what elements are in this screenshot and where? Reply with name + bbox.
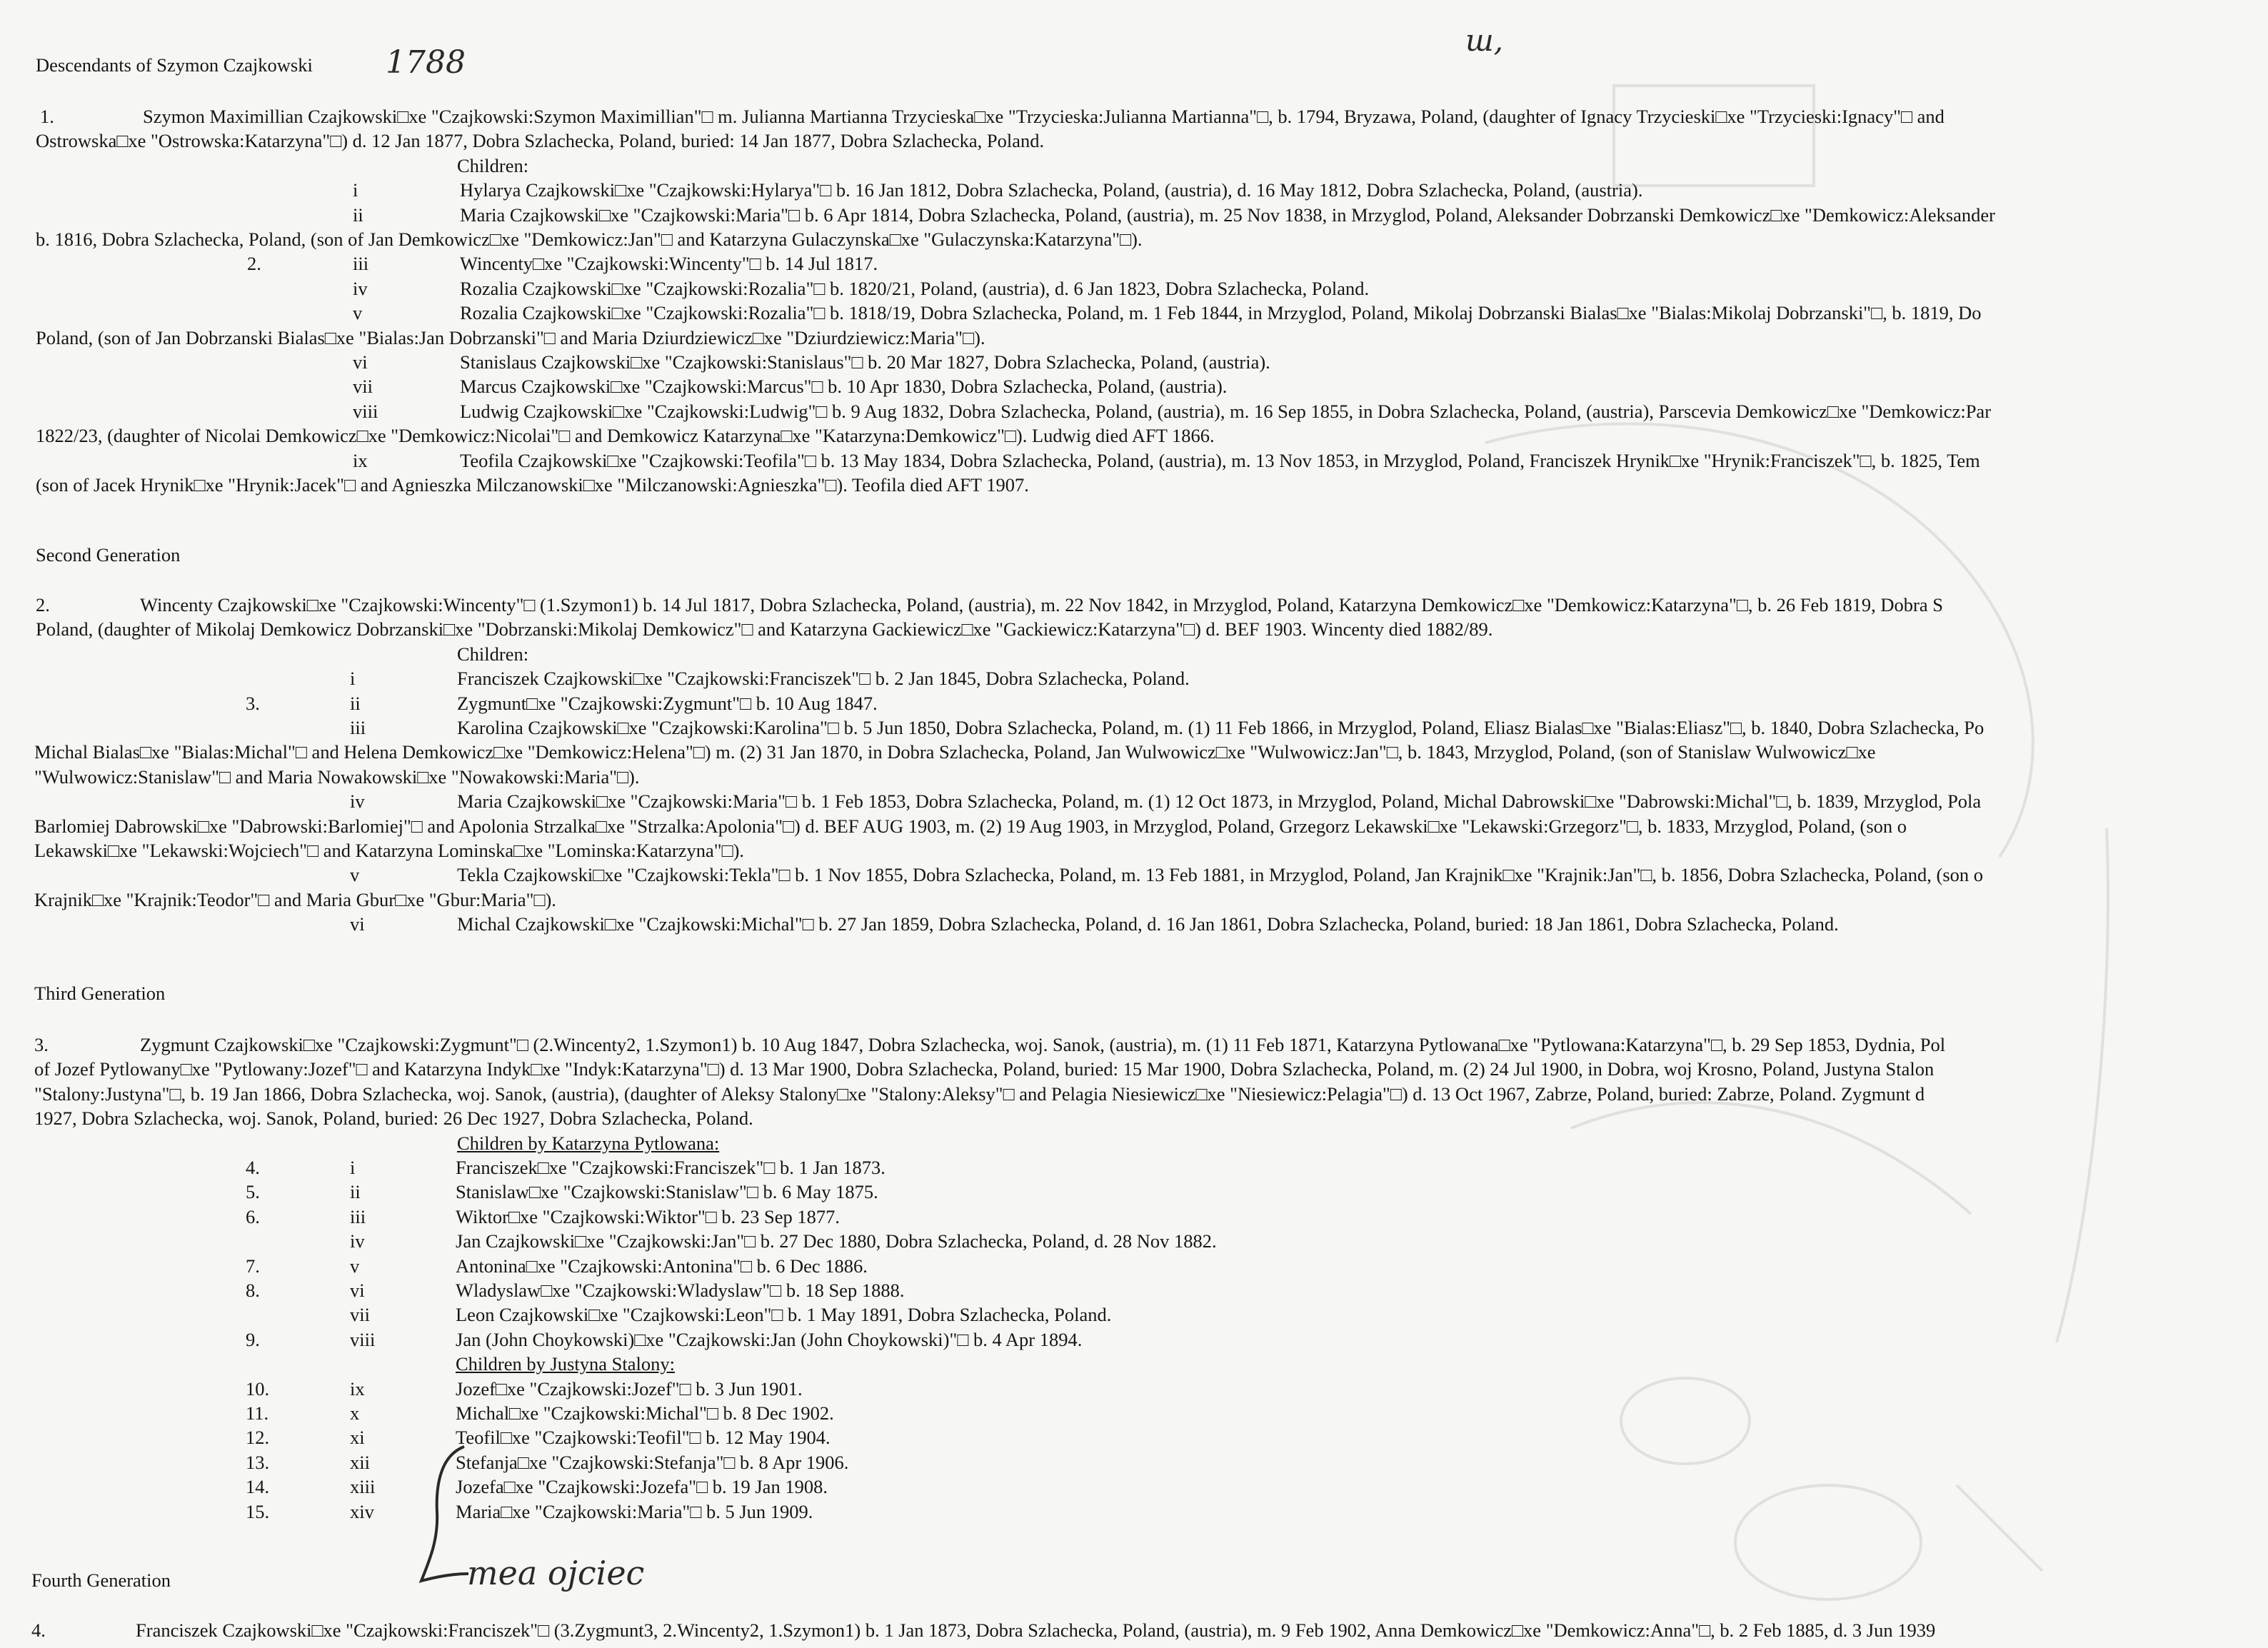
child-roman-numeral: v xyxy=(350,864,360,886)
child-entry: Zygmunt□xe "Czajkowski:Zygmunt"□ b. 10 Aug 1847. xyxy=(457,692,878,714)
children-label: Children: xyxy=(457,643,529,665)
generation-3-head-line-2: of Jozef Pytlowany□xe "Pytlowany:Jozef"□ and Katarzyna Indyk□xe "Indyk:Katarzyna"□) d. 13 Mar 1900, Dobra Szlachecka, Poland, buried: 15 Mar 1900, Dobra Szlachecka, Poland, m. (2) 24 Jul 1900, in Dobra, woj Krosno, Poland, Justyna Stalon xyxy=(34,1058,1935,1080)
child-entry: Hylarya Czajkowski□xe "Czajkowski:Hylarya"□ b. 16 Jan 1812, Dobra Szlachecka, Poland, (austria), d. 16 May 1812, Dobra Szlachecka, Poland, (austria). xyxy=(460,179,1643,201)
child-entry-number: 15. xyxy=(246,1500,270,1522)
generation-3-number: 3. xyxy=(34,1034,49,1055)
child-entry: Stefanja□xe "Czajkowski:Stefanja"□ b. 8 Apr 1906. xyxy=(456,1451,849,1473)
child-roman-numeral: xii xyxy=(350,1451,370,1473)
children-label: Children: xyxy=(457,154,529,176)
child-roman-numeral: iv xyxy=(350,1230,365,1252)
child-entry-number: 11. xyxy=(246,1402,269,1424)
child-roman-numeral: vi xyxy=(353,351,368,373)
child-entry: Wincenty□xe "Czajkowski:Wincenty"□ b. 14 Jul 1817. xyxy=(460,253,878,275)
children-group-label: Children by Katarzyna Pytlowana: xyxy=(457,1132,720,1154)
child-roman-numeral: vi xyxy=(350,1280,365,1301)
child-entry: Franciszek Czajkowski□xe "Czajkowski:Franciszek"□ b. 2 Jan 1845, Dobra Szlachecka, Poland. xyxy=(457,668,1190,690)
child-entry-continuation: "Wulwowicz:Stanislaw"□ and Maria Nowakowski□xe "Nowakowski:Maria"□). xyxy=(34,765,640,788)
child-entry-continuation: Michal Bialas□xe "Bialas:Michal"□ and Helena Demkowicz□xe "Demkowicz:Helena"□) m. (2) 31 Jan 1870, in Dobra Szlachecka, Poland, Jan Wulwowicz□xe "Wulwowicz:Jan"□, b. 1843, Mrzyglod, Poland, (son of Stanislaw Wulwowicz□xe xyxy=(34,741,1876,763)
generation-3-head-line-3: "Stalony:Justyna"□, b. 19 Jan 1866, Dobra Szlachecka, woj. Sanok, (austria), (daughter of Aleksy Stalony□xe "Stalony:Aleksy"□ and Pelagia Niesiewicz□xe "Niesiewicz:Pelagia"□) d. 13 Oct 1967, Zabrze, Poland, buried: Zabrze, Poland. Zygmunt d xyxy=(34,1082,1925,1105)
child-entry: Wladyslaw□xe "Czajkowski:Wladyslaw"□ b. 18 Sep 1888. xyxy=(456,1280,905,1301)
child-roman-numeral: vi xyxy=(350,913,365,935)
child-entry-continuation: Lekawski□xe "Lekawski:Wojciech"□ and Katarzyna Lominska□xe "Lominska:Katarzyna"□). xyxy=(34,840,745,861)
generation-1-head-line-2: Ostrowska□xe "Ostrowska:Katarzyna"□) d. 12 Jan 1877, Dobra Szlachecka, Poland, buried: 14 Jan 1877, Dobra Szlachecka, Poland. xyxy=(36,130,1045,152)
child-roman-numeral: xi xyxy=(350,1427,365,1449)
child-roman-numeral: xiv xyxy=(350,1500,374,1522)
child-entry: Tekla Czajkowski□xe "Czajkowski:Tekla"□ b. 1 Nov 1855, Dobra Szlachecka, Poland, m. 13 Feb 1881, in Mrzyglod, Poland, Jan Krajnik□xe "Krajnik:Jan"□, b. 1856, Dobra Szlachecka, Poland, (son o xyxy=(457,864,1984,886)
child-entry: Leon Czajkowski□xe "Czajkowski:Leon"□ b. 1 May 1891, Dobra Szlachecka, Poland. xyxy=(456,1304,1112,1326)
child-roman-numeral: ii xyxy=(350,1181,361,1203)
child-roman-numeral: i xyxy=(350,1157,356,1178)
child-entry: Rozalia Czajkowski□xe "Czajkowski:Rozalia"□ b. 1818/19, Dobra Szlachecka, Poland, m. 1 Feb 1844, in Mrzyglod, Poland, Mikolaj Dobrzanski Bialas□xe "Bialas:Mikolaj Dobrzanski"□, b. 1819, Do xyxy=(460,302,1982,324)
child-entry-continuation: (son of Jacek Hrynik□xe "Hrynik:Jacek"□ and Agnieszka Milczanowski□xe "Milczanowski:Agnieszka"□). Teofila died AFT 1907. xyxy=(36,474,1029,496)
child-roman-numeral: viii xyxy=(350,1328,376,1350)
generation-4-number: 4. xyxy=(31,1619,46,1641)
child-entry: Stanislaus Czajkowski□xe "Czajkowski:Stanislaus"□ b. 20 Mar 1827, Dobra Szlachecka, Poland, (austria). xyxy=(460,351,1270,373)
child-entry: Ludwig Czajkowski□xe "Czajkowski:Ludwig"□ b. 9 Aug 1832, Dobra Szlachecka, Poland, (austria), m. 16 Sep 1855, in Dobra Szlachecka, Poland, (austria), Parscevia Demkowicz□xe "Demkowicz:Par xyxy=(460,400,1992,422)
child-entry: Marcus Czajkowski□xe "Czajkowski:Marcus"□ b. 10 Apr 1830, Dobra Szlachecka, Poland, (austria). xyxy=(460,376,1228,398)
second-generation-title: Second Generation xyxy=(36,544,181,566)
child-entry-number: 4. xyxy=(246,1157,260,1178)
fourth-generation-title: Fourth Generation xyxy=(31,1569,171,1591)
child-roman-numeral: v xyxy=(350,1255,360,1277)
child-roman-numeral: ii xyxy=(350,692,361,714)
generation-2-number: 2. xyxy=(36,594,50,616)
child-roman-numeral: iv xyxy=(353,277,368,299)
generation-2-head-line-2: Poland, (daughter of Mikolaj Demkowicz Dobrzanski□xe "Dobrzanski:Mikolaj Demkowicz"□ and Katarzyna Gackiewicz□xe "Gackiewicz:Katarzyna"□) d. BEF 1903. Wincenty died 1882/89. xyxy=(36,618,1493,640)
child-entry: Rozalia Czajkowski□xe "Czajkowski:Rozalia"□ b. 1820/21, Poland, (austria), d. 6 Jan 1823, Dobra Szlachecka, Poland. xyxy=(460,277,1370,299)
child-roman-numeral: ix xyxy=(353,449,368,471)
child-entry-number: 13. xyxy=(246,1451,270,1473)
third-generation-title: Third Generation xyxy=(34,983,166,1004)
child-entry: Karolina Czajkowski□xe "Czajkowski:Karolina"□ b. 5 Jun 1850, Dobra Szlachecka, Poland, m. (1) 11 Feb 1866, in Mrzyglod, Poland, Eliasz Bialas□xe "Bialas:Eliasz"□, b. 1840, Dobra Szlachecka, Po xyxy=(457,717,1985,738)
child-entry-number: 5. xyxy=(246,1181,260,1203)
child-entry-number: 8. xyxy=(246,1280,260,1301)
child-entry: Wiktor□xe "Czajkowski:Wiktor"□ b. 23 Sep 1877. xyxy=(456,1205,841,1227)
child-entry-number: 12. xyxy=(246,1427,270,1449)
generation-3-head-line-4: 1927, Dobra Szlachecka, woj. Sanok, Poland, buried: 26 Dec 1927, Dobra Szlachecka, Poland. xyxy=(34,1107,753,1130)
child-roman-numeral: iii xyxy=(350,1205,366,1227)
child-entry: Maria Czajkowski□xe "Czajkowski:Maria"□ b. 6 Apr 1814, Dobra Szlachecka, Poland, (austria), m. 25 Nov 1838, in Mrzyglod, Poland, Aleksander Dobrzanski Demkowicz□xe "Demkowicz:Aleksander xyxy=(460,204,1995,226)
child-entry-number: 14. xyxy=(246,1476,270,1498)
child-entry: Teofila Czajkowski□xe "Czajkowski:Teofila"□ b. 13 May 1834, Dobra Szlachecka, Poland, (austria), m. 13 Nov 1853, in Mrzyglod, Poland, Franciszek Hrynik□xe "Hrynik:Franciszek"□, b. 1825, Tem xyxy=(460,449,1980,471)
child-entry-number: 3. xyxy=(246,692,260,714)
child-roman-numeral: v xyxy=(353,302,363,324)
child-roman-numeral: ii xyxy=(353,204,363,226)
child-roman-numeral: vii xyxy=(353,376,373,398)
child-roman-numeral: xiii xyxy=(350,1476,376,1498)
child-entry: Jozefa□xe "Czajkowski:Jozefa"□ b. 19 Jan 1908. xyxy=(456,1476,828,1498)
child-entry-continuation: Poland, (son of Jan Dobrzanski Bialas□xe "Bialas:Jan Dobrzanski"□ and Maria Dziurdziewicz□xe "Dziurdziewicz:Maria"□). xyxy=(36,326,985,348)
child-entry-continuation: 1822/23, (daughter of Nicolai Demkowicz□xe "Demkowicz:Nicolai"□ and Demkowicz Katarzyna□xe "Katarzyna:Demkowicz"□). Ludwig died AFT 1866. xyxy=(36,425,1215,447)
handwritten-mark: ш, xyxy=(1465,23,1504,58)
child-entry: Antonina□xe "Czajkowski:Antonina"□ b. 6 Dec 1886. xyxy=(456,1255,868,1277)
child-entry-continuation: b. 1816, Dobra Szlachecka, Poland, (son of Jan Demkowicz□xe "Demkowicz:Jan"□ and Katarzyna Gulaczynska□xe "Gulaczynska:Katarzyna"□). xyxy=(36,228,1143,250)
child-entry-continuation: Krajnik□xe "Krajnik:Teodor"□ and Maria Gbur□xe "Gbur:Maria"□). xyxy=(34,888,556,910)
document-heading: Descendants of Szymon Czajkowski xyxy=(36,54,313,76)
child-roman-numeral: x xyxy=(350,1402,360,1424)
child-roman-numeral: viii xyxy=(353,400,378,422)
child-roman-numeral: i xyxy=(350,668,356,690)
child-entry: Jan (John Choykowski)□xe "Czajkowski:Jan (John Choykowski)"□ b. 4 Apr 1894. xyxy=(456,1328,1083,1350)
child-roman-numeral: ix xyxy=(350,1377,365,1400)
handwritten-year: 1788 xyxy=(386,44,466,81)
child-entry: Michal Czajkowski□xe "Czajkowski:Michal"□ b. 27 Jan 1859, Dobra Szlachecka, Poland, d. 16 Jan 1861, Dobra Szlachecka, Poland, buried: 18 Jan 1861, Dobra Szlachecka, Poland. xyxy=(457,913,1839,935)
child-entry: Teofil□xe "Czajkowski:Teofil"□ b. 12 May 1904. xyxy=(456,1427,831,1449)
child-entry-number: 10. xyxy=(246,1377,270,1400)
child-entry-continuation: Barlomiej Dabrowski□xe "Dabrowski:Barlomiej"□ and Apolonia Strzalka□xe "Strzalka:Apolonia"□) d. BEF AUG 1903, m. (2) 19 Aug 1903, in Mrzyglod, Poland, Grzegorz Lekawski□xe "Lekawski:Grzegorz"□, b. 1833, Mrzyglod, Poland, (son o xyxy=(34,815,1907,837)
child-roman-numeral: i xyxy=(353,179,358,201)
generation-2-head-line-1: Wincenty Czajkowski□xe "Czajkowski:Wincenty"□ (1.Szymon1) b. 14 Jul 1817, Dobra Szlachecka, Poland, (austria), m. 22 Nov 1842, in Mrzyglod, Poland, Katarzyna Demkowicz□xe "Demkowicz:Katarzyna"□, b. 26 Feb 1819, Dobra S xyxy=(140,594,1943,616)
child-roman-numeral: iii xyxy=(353,253,369,275)
child-entry: Maria Czajkowski□xe "Czajkowski:Maria"□ b. 1 Feb 1853, Dobra Szlachecka, Poland, m. (1) 12 Oct 1873, in Mrzyglod, Poland, Michal Dabrowski□xe "Dabrowski:Michal"□, b. 1839, Mrzyglod, Pola xyxy=(457,790,1982,813)
child-entry: Franciszek□xe "Czajkowski:Franciszek"□ b. 1 Jan 1873. xyxy=(456,1157,885,1178)
generation-3-head-line-1: Zygmunt Czajkowski□xe "Czajkowski:Zygmunt"□ (2.Wincenty2, 1.Szymon1) b. 10 Aug 1847, Dobra Szlachecka, woj. Sanok, (austria), m. (1) 11 Feb 1871, Katarzyna Pytlowana□xe "Pytlowana:Katarzyna"□, b. 29 Sep 1853, Dydnia, Pol xyxy=(140,1034,1946,1055)
child-entry: Maria□xe "Czajkowski:Maria"□ b. 5 Jun 1909. xyxy=(456,1500,813,1522)
child-entry: Jan Czajkowski□xe "Czajkowski:Jan"□ b. 27 Dec 1880, Dobra Szlachecka, Poland, d. 28 Nov 1882. xyxy=(456,1230,1217,1252)
children-group-label: Children by Justyna Stalony: xyxy=(456,1353,675,1375)
child-entry-number: 2. xyxy=(247,253,261,275)
generation-4-head-line-1: Franciszek Czajkowski□xe "Czajkowski:Franciszek"□ (3.Zygmunt3, 2.Wincenty2, 1.Szymon1) b. 1 Jan 1873, Dobra Szlachecka, Poland, (austria), m. 9 Feb 1902, Anna Demkowicz□xe "Demkowicz:Anna"□, b. 2 Feb 1885, d. 3 Jun 1939 xyxy=(136,1619,1936,1641)
handwritten-note: mea ojciec xyxy=(467,1554,645,1592)
child-entry: Michal□xe "Czajkowski:Michal"□ b. 8 Dec 1902. xyxy=(456,1402,834,1424)
generation-1-number: 1. xyxy=(40,106,54,127)
generation-1-head-line-1: Szymon Maximillian Czajkowski□xe "Czajkowski:Szymon Maximillian"□ m. Julianna Martianna Trzycieska□xe "Trzycieska:Julianna Martianna"□, b. 1794, Bryzawa, Poland, (daughter of Ignacy Trzycieski□xe "Trzycieski:Ignacy"□ and xyxy=(143,106,1945,127)
child-entry-number: 6. xyxy=(246,1205,260,1227)
child-roman-numeral: iii xyxy=(350,717,366,738)
child-entry-number: 9. xyxy=(246,1328,260,1350)
child-entry: Stanislaw□xe "Czajkowski:Stanislaw"□ b. 6 May 1875. xyxy=(456,1181,878,1203)
child-entry: Jozef□xe "Czajkowski:Jozef"□ b. 3 Jun 1901. xyxy=(456,1377,803,1400)
child-roman-numeral: vii xyxy=(350,1304,370,1326)
child-roman-numeral: iv xyxy=(350,790,365,813)
child-entry-number: 7. xyxy=(246,1255,260,1277)
